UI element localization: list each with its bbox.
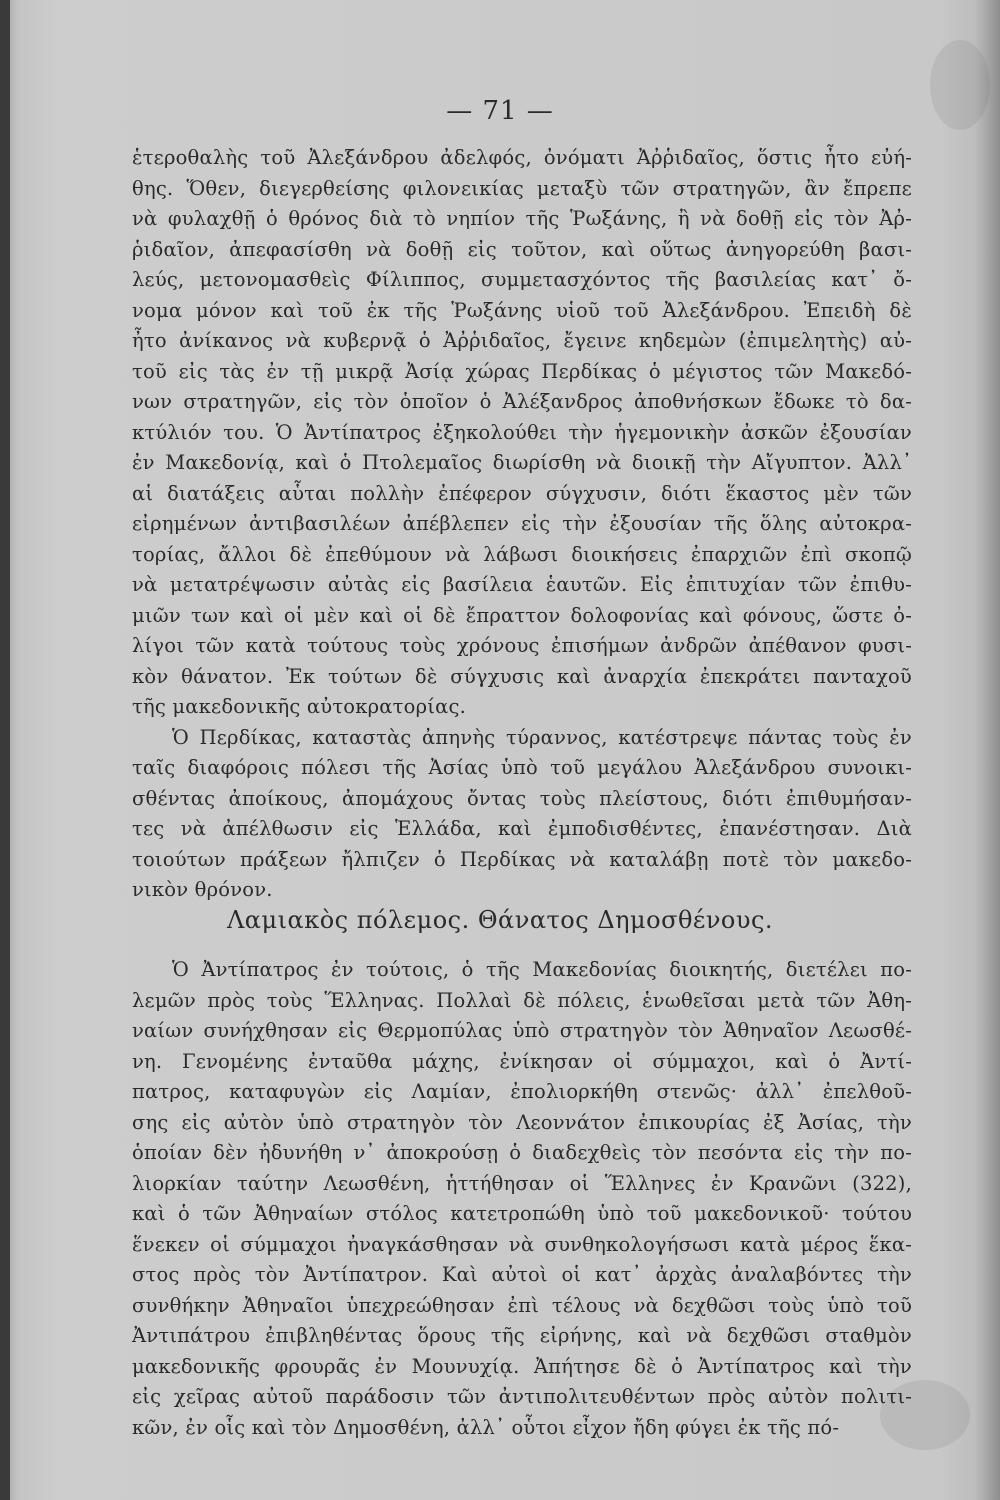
section-heading: Λαμιακὸς πόλεμος. Θάνατος Δημοσθένους.: [226, 906, 774, 934]
text-line: μιῶν των καὶ οἱ μὲν καὶ οἱ δὲ ἔπραττον δολοφονίας καὶ φόνους, ὥστε ὀ-: [132, 603, 912, 627]
text-line: κῶν, ἐν οἷς καὶ τὸν Δημοσθένη, ἀλλ᾽ οὗτοι εἶχον ἤδη φύγει ἐκ τῆς πό-: [132, 1415, 840, 1439]
text-line: νὰ φυλαχθῇ ὁ θρόνος διὰ τὸ νηπίον τῆς Ῥωξάνης, ἢ νὰ δοθῇ εἰς τὸν Ἀῤ-: [132, 207, 912, 230]
text-line: τορίας, ἄλλοι δὲ ἐπεθύμουν νὰ λάβωσι διοικήσεις ἐπαρχιῶν ἐπὶ σκοπῷ: [132, 542, 912, 566]
text-line: συνθήκην Ἀθηναῖοι ὑπεχρεώθησαν ἐπὶ τέλους νὰ δεχθῶσι τοὺς ὑπὸ τοῦ: [132, 1293, 912, 1317]
text-line: ὁποίαν δὲν ἠδυνήθη ν᾽ ἀποκρούσῃ ὁ διαδεχθεὶς τὸν πεσόντα εἰς τὴν πο-: [132, 1141, 912, 1164]
text-line: εἰρημένων ἀντιβασιλέων ἀπέβλεπεν εἰς τὴν ἐξουσίαν τῆς ὅλης αὐτοκρα-: [132, 512, 912, 535]
text-line: νὰ μετατρέψωσιν αὐτὰς εἰς βασίλεια ἑαυτῶν. Εἰς ἐπιτυχίαν τῶν ἐπιθυ-: [132, 573, 912, 596]
text-line: πατρος, καταφυγὼν εἰς Λαμίαν, ἐπολιορκήθη στενῶς· ἀλλ᾽ ἐπελθοῦ-: [132, 1080, 912, 1103]
text-line: νη. Γενομένης ἐνταῦθα μάχης, ἐνίκησαν οἱ σύμμαχοι, καὶ ὁ Ἀντί-: [132, 1049, 912, 1073]
text-line: Ἀντιπάτρου ἐπιβληθέντας ὅρους τῆς εἰρήνης, καὶ νὰ δεχθῶσι σταθμὸν: [132, 1324, 912, 1347]
text-line: ταῖς διαφόροις πόλεσι τῆς Ἀσίας ὑπὸ τοῦ μεγάλου Ἀλεξάνδρου συνοικι-: [132, 756, 912, 779]
text-line: λεμῶν πρὸς τοὺς Ἕλληνας. Πολλαὶ δὲ πόλεις, ἑνωθεῖσαι μετὰ τῶν Ἀθη-: [132, 988, 912, 1012]
paragraph: [132, 723, 912, 906]
text-line: λίγοι τῶν κατὰ τούτους τοὺς χρόνους ἐπισήμων ἀνδρῶν ἀπέθανον φυσι-: [132, 634, 912, 657]
text-line: ἕνεκεν οἱ σύμμαχοι ἠναγκάσθησαν νὰ συνθηκολογήσωσι κατὰ μέρος ἕκα-: [132, 1232, 912, 1256]
text-line: ἐν Μακεδονίᾳ, καὶ ὁ Πτολεμαῖος διωρίσθη νὰ διοικῇ τὴν Αἴγυπτον. Ἀλλ᾽: [132, 451, 912, 474]
text-line: τοῦ εἰς τὰς ἐν τῇ μικρᾷ Ἀσίᾳ χώρας Περδίκας ὁ μέγιστος τῶν Μακεδό-: [132, 359, 912, 383]
text-line: ἑτεροθαλὴς τοῦ Ἀλεξάνδρου ἀδελφός, ὀνόματι Ἀῤῥιδαῖος, ὅστις ἦτο εὐή-: [132, 146, 912, 169]
text-line: τῆς μακεδονικῆς αὐτοκρατορίας.: [132, 695, 466, 718]
text-line: θης. Ὅθεν, διεγερθείσης φιλονεικίας μεταξὺ τῶν στρατηγῶν, ἂν ἔπρεπε: [132, 176, 912, 200]
text-line: αἱ διατάξεις αὗται πολλὴν ἐπέφερον σύγχυσιν, διότι ἕκαστος μὲν τῶν: [132, 481, 912, 505]
text-line: κὸν θάνατον. Ἐκ τούτων δὲ σύγχυσις καὶ ἀναρχία ἐπεκράτει πανταχοῦ: [132, 664, 912, 688]
text-block-top: [132, 143, 912, 906]
text-line: τοιούτων πράξεων ἤλπιζεν ὁ Περδίκας νὰ καταλάβῃ ποτὲ τὸν μακεδο-: [132, 847, 912, 871]
text-line: λεύς, μετονομασθεὶς Φίλιππος, συμμετασχόντος τῆς βασιλείας κατ᾽ ὄ-: [132, 268, 912, 291]
paragraph: [132, 143, 912, 723]
text-line: σθέντας ἀποίκους, ἀπομάχους ὄντας τοὺς πλείστους, διότι ἐπιθυμήσαν-: [132, 786, 912, 810]
text-block-bottom: [132, 955, 912, 1443]
text-line: Ὁ Περδίκας, καταστὰς ἀπηνὴς τύραννος, κατέστρεψε πάντας τοὺς ἐν: [172, 725, 912, 749]
text-line: τες νὰ ἀπέλθωσιν εἰς Ἑλλάδα, καὶ ἐμποδισθέντες, ἐπανέστησαν. Διὰ: [132, 817, 912, 840]
text-line: στος πρὸς τὸν Ἀντίπατρον. Καὶ αὐτοὶ οἱ κατ᾽ ἀρχὰς ἀναλαβόντες τὴν: [132, 1263, 912, 1286]
text-line: νομα μόνον καὶ τοῦ ἐκ τῆς Ῥωξάνης υἱοῦ τοῦ Ἀλεξάνδρου. Ἐπειδὴ δὲ: [132, 298, 912, 322]
text-line: ναίων συνήχθησαν εἰς Θερμοπύλας ὑπὸ στρατηγὸν τὸν Ἀθηναῖον Λεωσθέ-: [132, 1019, 912, 1042]
text-line: ἦτο ἀνίκανος νὰ κυβερνᾷ ὁ Ἀῤῥιδαῖος, ἔγεινε κηδεμὼν (ἐπιμελητὴς) αὐ-: [132, 329, 912, 352]
text-line: ῥιδαῖον, ἀπεφασίσθη νὰ δοθῇ εἰς τοῦτον, καὶ οὕτως ἀνηγορεύθη βασι-: [132, 237, 912, 261]
text-line: νικὸν θρόνον.: [132, 878, 273, 901]
text-line: εἰς χεῖρας αὐτοῦ παράδοσιν τῶν ἀντιπολιτευθέντων πρὸς αὐτὸν πολιτι-: [132, 1385, 912, 1408]
text-line: μακεδονικῆς φρουρᾶς ἐν Μουνυχίᾳ. Ἀπήτησε δὲ ὁ Ἀντίπατρος καὶ τὴν: [132, 1354, 912, 1378]
text-line: λιορκίαν ταύτην Λεωσθένη, ἡττήθησαν οἱ Ἕλληνες ἐν Κρανῶνι (322),: [132, 1171, 912, 1195]
page-binding-edge: [0, 0, 10, 1500]
text-line: κτύλιόν του. Ὁ Ἀντίπατρος ἐξηκολούθει τὴν ἡγεμονικὴν ἀσκῶν ἐξουσίαν: [132, 420, 912, 444]
text-line: νων στρατηγῶν, εἰς τὸν ὁποῖον ὁ Ἀλέξανδρος ἀποθνήσκων ἔδωκε τὸ δα-: [132, 390, 912, 413]
text-line: Ὁ Ἀντίπατρος ἐν τούτοις, ὁ τῆς Μακεδονίας διοικητής, διετέλει πο-: [172, 958, 912, 981]
page-number: — 71 —: [446, 96, 554, 126]
text-line: καὶ ὁ τῶν Ἀθηναίων στόλος κατετροπώθη ὑπὸ τοῦ μακεδονικοῦ· τούτου: [132, 1202, 912, 1225]
text-line: σης εἰς αὐτὸν ὑπὸ στρατηγὸν τὸν Λεοννάτον ἐπικουρίας ἐξ Ἀσίας, τὴν: [132, 1110, 912, 1134]
paragraph: [132, 955, 912, 1443]
